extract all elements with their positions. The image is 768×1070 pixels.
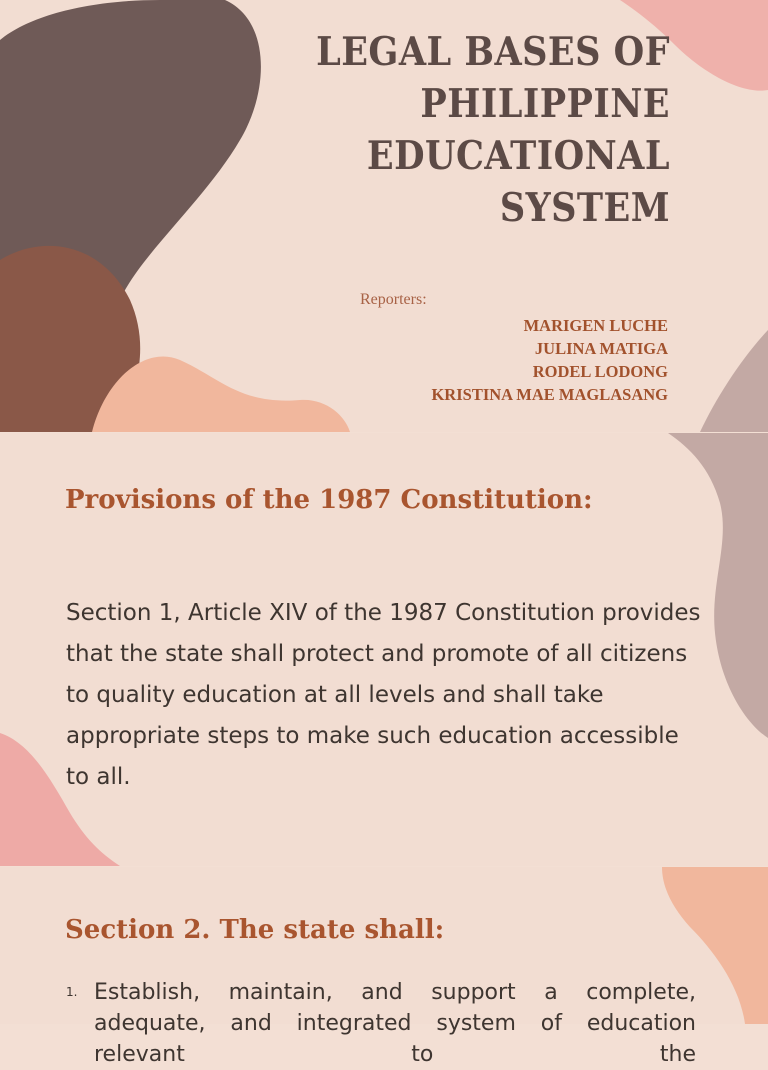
provisions-slide [0,433,768,866]
section-heading: Section 2. The state shall: [65,915,445,945]
reporter-name: RODEL LODONG [532,362,668,381]
reporter-name: JULINA MATIGA [534,339,668,358]
title-slide [0,0,768,432]
presentation-title [283,26,670,234]
list-item [66,977,696,1070]
title-line: SYSTEM [499,185,670,231]
list-item-number: 1. [66,985,78,999]
body-paragraph: Section 1, Article XIV of the 1987 Constitution provides that the state shall protect and promote of all citizens to quality education at all levels and shall take appropriate steps to make such education accessible to all. [66,600,701,790]
reporters-label: Reporters: [360,291,427,308]
reporters-list [431,314,668,406]
section2-slide [0,867,768,1067]
reporter-name: KRISTINA MAE MAGLASANG [431,385,668,404]
title-line: PHILIPPINE [420,81,670,127]
title-line: LEGAL BASES OF [316,29,670,75]
title-line: EDUCATIONAL [366,133,670,179]
provisions-list [66,977,696,1070]
list-item-text: Establish, maintain, and support a complete, adequate, and integrated system of education relevant to the [94,980,696,1067]
blob-mauve-right [700,330,768,432]
reporter-name: MARIGEN LUCHE [523,316,668,335]
section-heading: Provisions of the 1987 Constitution: [65,485,593,515]
